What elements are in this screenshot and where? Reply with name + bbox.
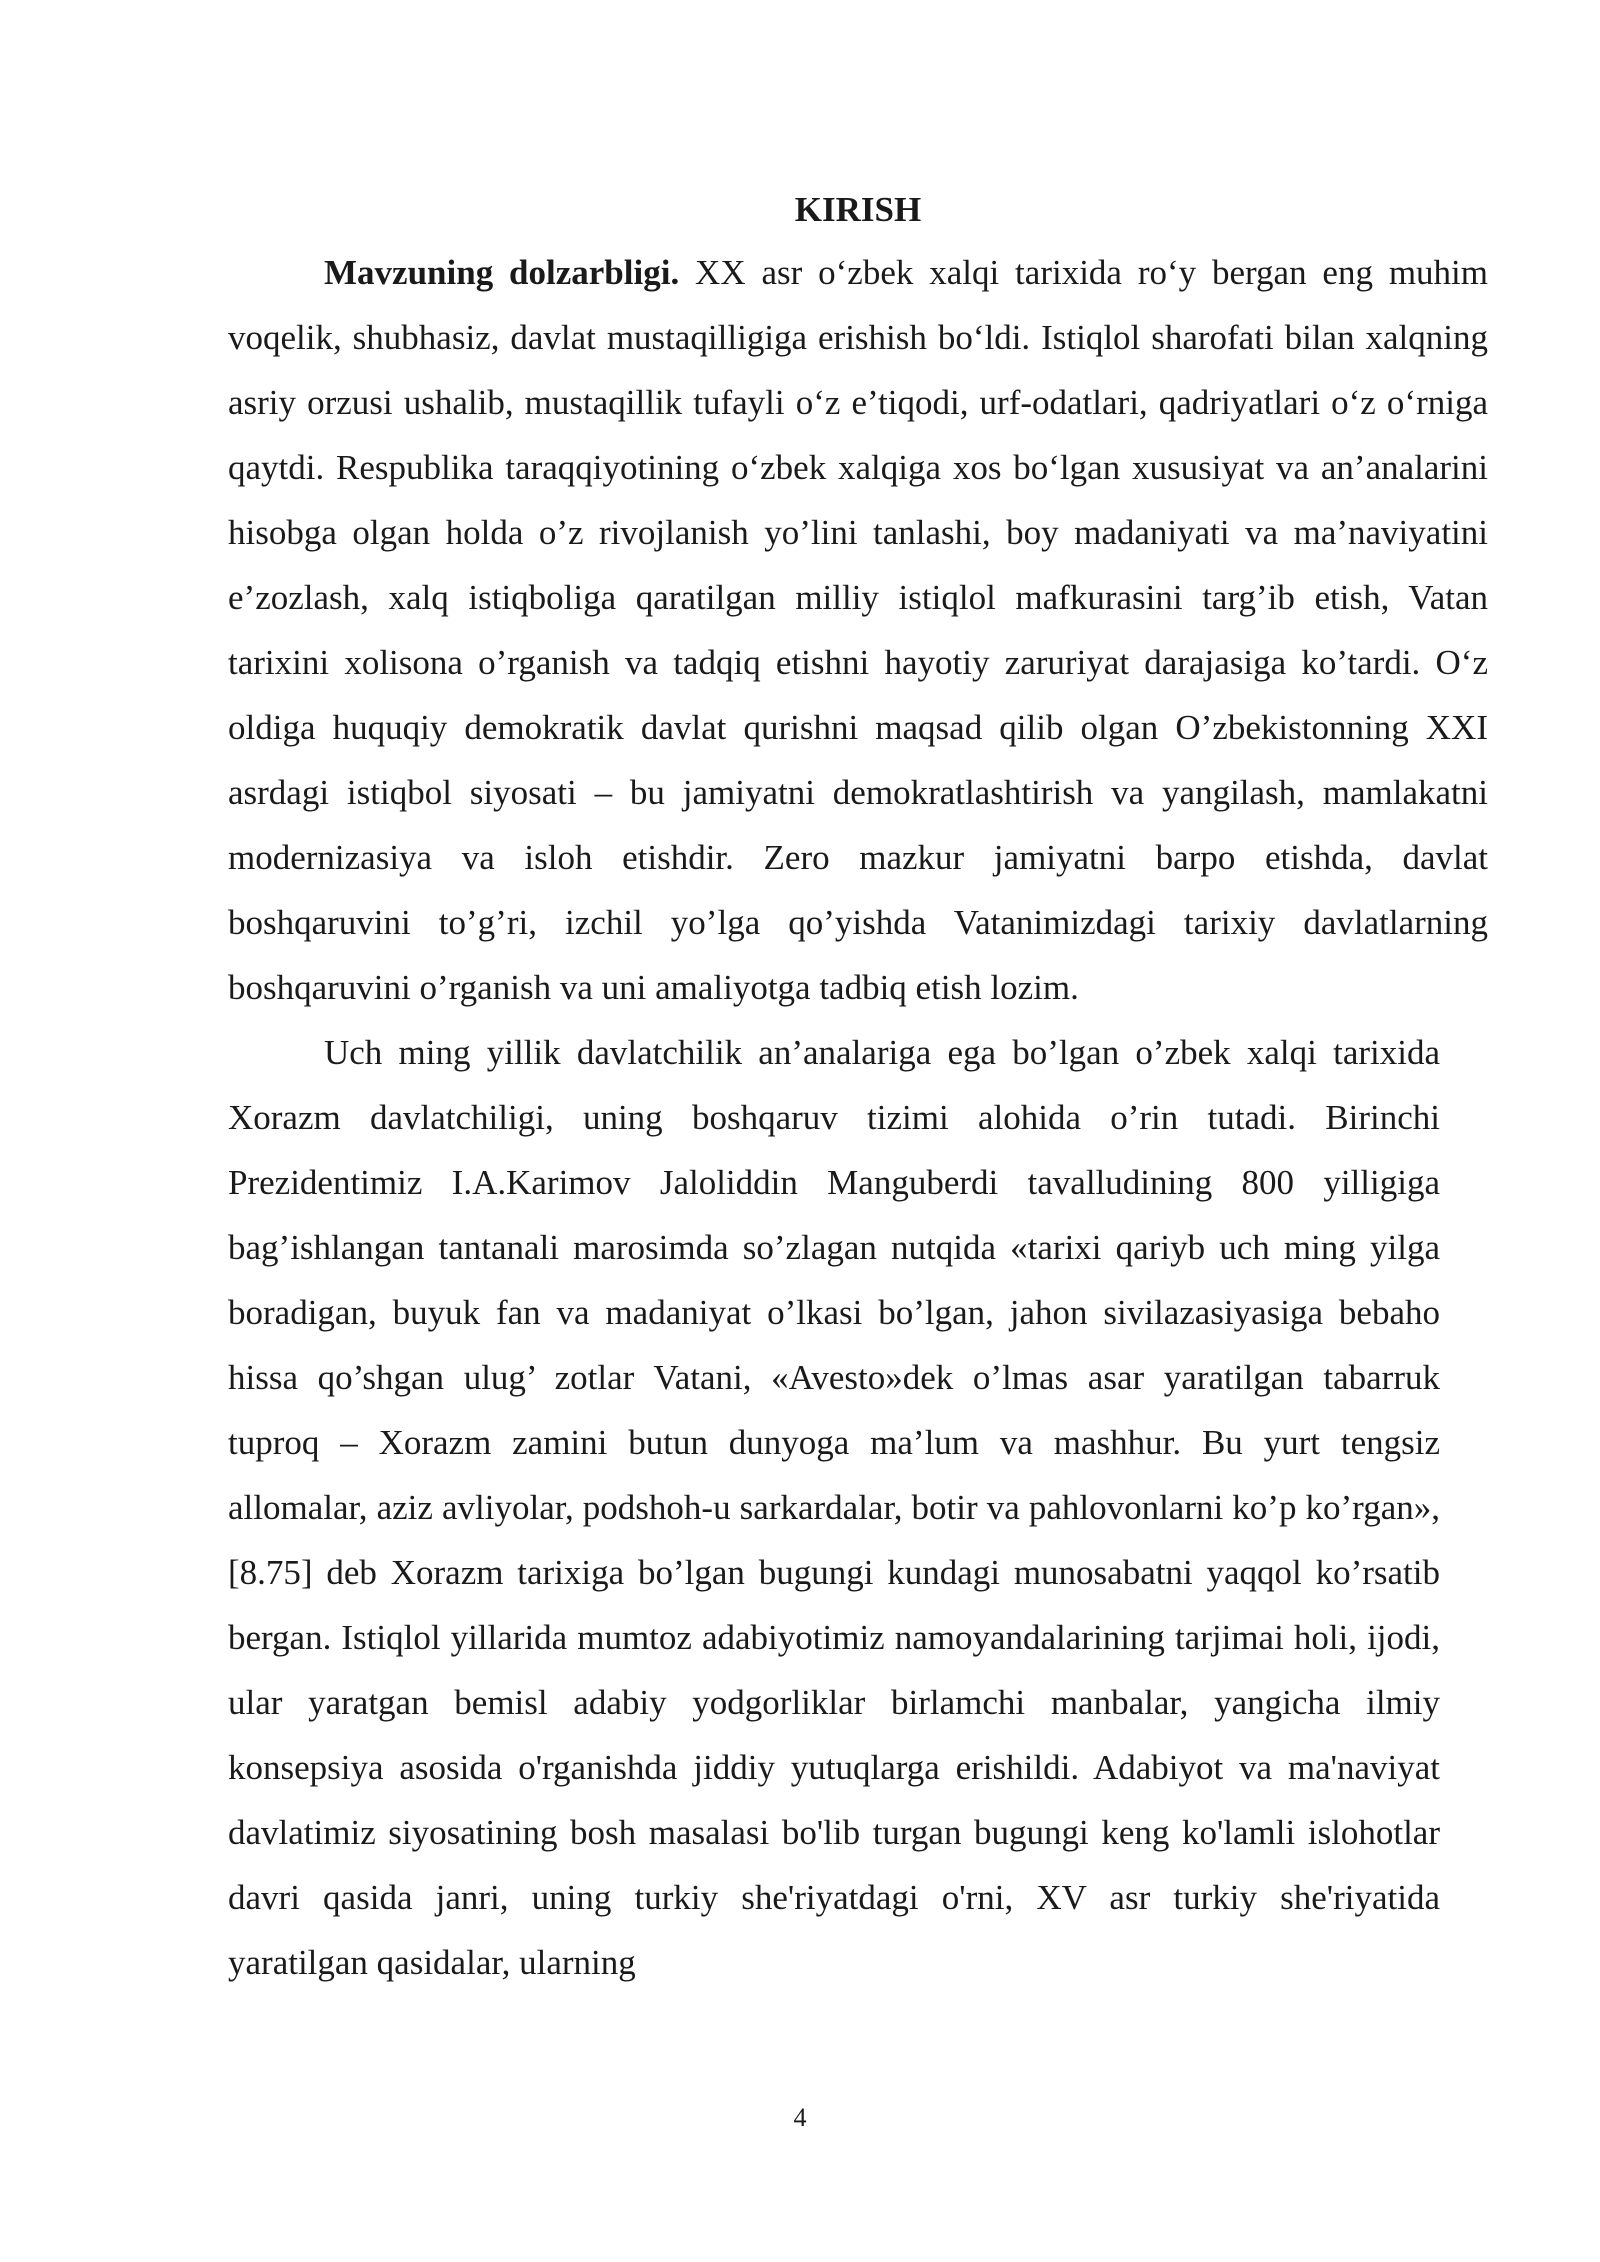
paragraph-text: XX asr o‘zbek xalqi tarixida ro‘y bergan eng muhim voqelik, shubhasiz, davlat mustaqilligiga erishish bo‘ldi. Istiqlol sharofati bilan xalqning asriy orzusi ushalib, mustaqillik tufayli o‘z e’tiqodi, urf-odatlari, qadriyatlari o‘z o‘rniga qaytdi. Respublika taraqqiyotining o‘zbek xalqiga xos bo‘lgan xususiyat va an’analarini hisobga olgan holda o’z rivojlanish yo’lini tanlashi, boy madaniyati va ma’naviyatini e’zozlash, xalq istiqboliga qaratilgan milliy istiqlol mafkurasini targ’ib etish, Vatan tarixini xolisona o’rganish va tadqiq etishni hayotiy zaruriyat darajasiga ko’tardi. O‘z oldiga huquqiy demokratik davlat qurishni maqsad qilib olgan O’zbekistonning XXI asrdagi istiqbol siyosati – bu jamiyatni demokratlashtirish va yangilash, mamlakatni modernizasiya va isloh etishdir. Zero mazkur jamiyatni barpo etishda, davlat boshqaruvini to’g’ri, izchil yo’lga qo’yishda Vatanimizdagi tarixiy davlatlarning boshqaruvini o’rganish va uni amaliyotga tadbiq etish lozim. [228,253,1489,1007]
page-body [228,180,1488,1995]
paragraph-relevance [228,240,1488,1020]
page-number: 4 [793,2103,807,2132]
paragraph-lead: Mavzuning dolzarbligi. [324,253,680,292]
section-heading: KIRISH [794,190,922,229]
paragraph-khorezm: Uch ming yillik davlatchilik an’analariga ega bo’lgan o’zbek xalqi tarixida Xorazm davlatchiligi, uning boshqaruv tizimi alohida o’rin tutadi. Birinchi Prezidentimiz I.A.Karimov Jaloliddin Manguberdi tavalludining 800 yilligiga bag’ishlangan tantanali marosimda so’zlagan nutqida «tarixi qariyb uch ming yilga boradigan, buyuk fan va madaniyat o’lkasi bo’lgan, jahon sivilazasiyasiga bebaho hissa qo’shgan ulug’ zotlar Vatani, «Avesto»dek o’lmas asar yaratilgan tabarruk tuproq – Xorazm zamini butun dunyoga ma’lum va mashhur. Bu yurt tengsiz allomalar, aziz avliyolar, podshoh-u sarkardalar, botir va pahlovonlarni ko’p ko’rgan», [8.75] deb Xorazm tarixiga bo’lgan bugungi kundagi munosabatni yaqqol ko’rsatib bergan. Istiqlol yillarida mumtoz adabiyotimiz namoyandalarining tarjimai holi, ijodi, ular yaratgan bemisl adabiy yodgorliklar birlamchi manbalar, yangicha ilmiy konsepsiya asosida o'rganishda jiddiy yutuqlarga erishildi. Adabiyot va ma'naviyat davlatimiz siyosatining bosh masalasi bo'lib turgan bugungi keng ko'lamli islohotlar davri qasida janri, uning turkiy she'riyatdagi o'rni, XV asr turkiy she'riyatida yaratilgan qasidalar, ularning [228,1033,1440,1982]
